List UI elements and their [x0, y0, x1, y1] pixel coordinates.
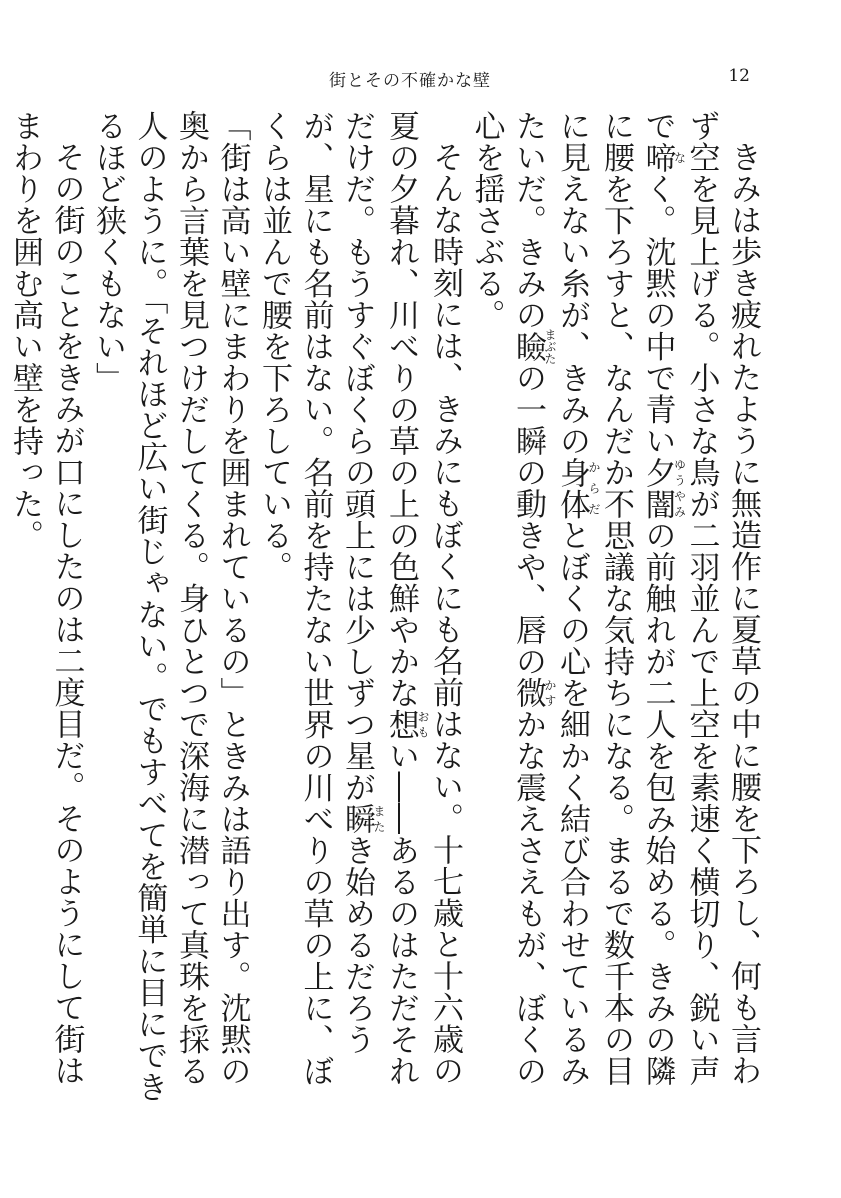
text-run: 「街は高い壁にまわりを囲まれているの」ときみは語り出す。沈黙の奥から言葉を見つけだしてくる。身ひとつで深海に潜って真珠を採る人のように。「それほど広い街じゃない。でもすべてを簡単に目にできるほど狭くもない」 [90, 110, 251, 1103]
ruby-word: 啼な [639, 141, 687, 173]
text-run: の前触れが二人を包み始める。きみの隣に腰を下ろすと、なんだか不思議な気持ちになる。まるで数千本の目に見えない糸が、きみの [554, 110, 676, 1087]
text-run: きみは歩き疲れたように無造作に夏草の中に腰を下ろし、何も言わず空を見上げる。小さな鳥が二羽並んで上空を素速く横切り、鋭い声で [639, 110, 761, 1087]
furigana: からだ [587, 456, 601, 520]
furigana: ゆうやみ [672, 456, 687, 520]
furigana: おも [416, 708, 430, 740]
furigana: また [372, 803, 386, 835]
ruby-word: 瞼まぶた [510, 328, 557, 365]
text-run: の一瞬の動きや、唇の [510, 362, 546, 677]
ruby-word: 瞬また [339, 803, 386, 835]
paragraph-2 [253, 110, 466, 1110]
paragraph-3 [87, 110, 253, 1110]
running-head-title: 街とその不確かな壁 [329, 71, 491, 91]
vertical-body-text [7, 110, 763, 1110]
ruby-word: 身体からだ [554, 456, 601, 520]
ruby-word: 夕闇ゆうやみ [639, 456, 687, 520]
ruby-word: 想おも [383, 708, 430, 740]
furigana: な [672, 141, 687, 173]
ruby-word: 微かす [510, 677, 557, 709]
paragraph-4 [4, 110, 87, 1110]
paragraph-1 [465, 110, 763, 1110]
furigana: かす [543, 677, 557, 709]
text-run: い――あるのはただそれだけだ。もうすぐぼくらの頭上には少しずつ星が [339, 110, 419, 1087]
text-run: そんな時刻には、きみにもぼくにも名前はない。十七歳と十六歳の夏の夕暮れ、川べりの草の上の色鮮やかな [383, 110, 463, 1086]
text-run: かな震えさえもが、ぼくの心を揺さぶる。 [468, 110, 546, 1087]
text-run: き始めるだろうが、星にも名前はない。名前を持たない世界の川べりの草の上に、ぼくらは並んで腰を下ろしている。 [256, 110, 375, 1087]
text-run: く。沈黙の中で青い [639, 173, 676, 457]
furigana: まぶた [543, 328, 557, 365]
page-number: 12 [728, 66, 750, 86]
text-run: とぼくの心を細かく結び合わせているみたいだ。きみの [510, 110, 590, 1087]
text-run: その街のことをきみが口にしたのは二度目だ。そのようにして街はまわりを囲む高い壁を持った。 [7, 110, 85, 1086]
